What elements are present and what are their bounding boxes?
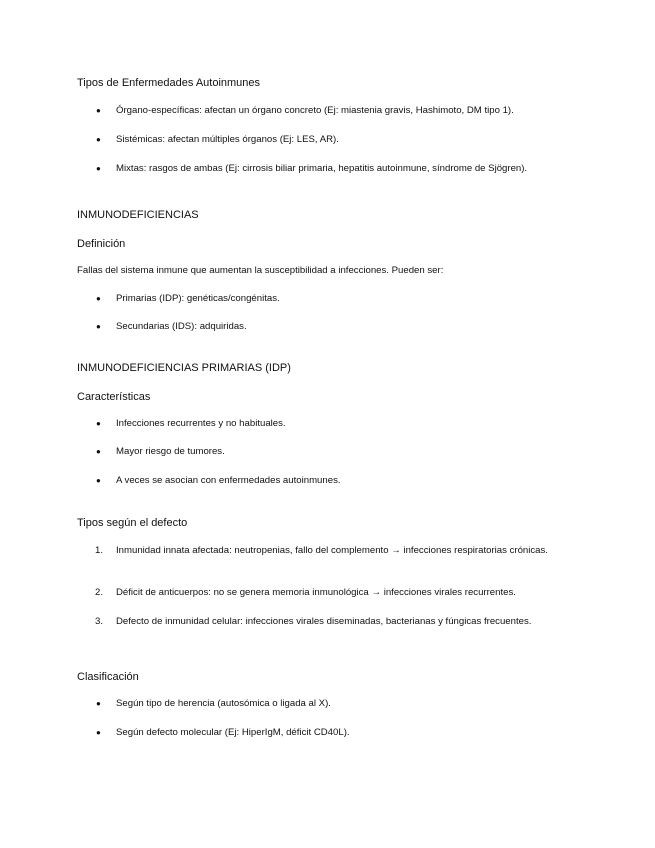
list-item-text: Órgano-específicas: afectan un órgano concreto (Ej: miastenia gravis, Hashimoto, DM tipo 1).	[116, 105, 514, 116]
subsection-title-clasificacion: Clasificación	[77, 671, 139, 683]
list-item	[95, 292, 575, 306]
list-item-text: Inmunidad innata afectada: neutropenias, fallo del complemento → infecciones respiratorias crónicas.	[116, 545, 548, 556]
subsection-title-definicion: Definición	[77, 238, 126, 250]
numbered-list-item	[95, 586, 575, 600]
list-item-text: Según defecto molecular (Ej: HiperIgM, déficit CD40L).	[116, 727, 350, 738]
bullet-marker: ●	[96, 699, 101, 708]
list-item	[95, 133, 575, 147]
list-item-text: Déficit de anticuerpos: no se genera memoria inmunológica → infecciones virales recurrentes.	[116, 587, 516, 598]
list-item	[95, 104, 575, 118]
list-item	[95, 474, 575, 488]
bullet-marker: ●	[96, 447, 101, 456]
list-item-text: Mayor riesgo de tumores.	[116, 446, 225, 457]
numbered-list-item	[95, 544, 555, 558]
bullet-marker: ●	[96, 419, 101, 428]
list-item-text: Infecciones recurrentes y no habituales.	[116, 418, 286, 429]
section-title-tipos-autoinmunes: Tipos de Enfermedades Autoinmunes	[77, 77, 261, 89]
bullet-marker: ●	[96, 135, 101, 144]
subsection-title-tipos-defecto: Tipos según el defecto	[77, 517, 188, 529]
list-item-text: Secundarias (IDS): adquiridas.	[116, 321, 247, 332]
list-item	[95, 445, 575, 459]
subsection-title-caracteristicas: Características	[77, 391, 151, 403]
list-item	[95, 726, 575, 740]
list-number: 3.	[95, 616, 104, 627]
list-item-text: Según tipo de herencia (autosómica o ligada al X).	[116, 698, 331, 709]
list-item	[95, 320, 575, 334]
numbered-list-item	[95, 615, 535, 629]
bullet-marker: ●	[96, 728, 101, 737]
bullet-marker: ●	[96, 476, 101, 485]
list-item-text: Primarias (IDP): genéticas/congénitas.	[116, 293, 280, 304]
list-item-text: A veces se asocian con enfermedades autoinmunes.	[116, 475, 341, 486]
list-item	[95, 697, 575, 711]
bullet-marker: ●	[96, 322, 101, 331]
section-title-inmunodeficiencias: INMUNODEFICIENCIAS	[77, 209, 199, 221]
list-number: 2.	[95, 587, 104, 598]
list-item-text: Sistémicas: afectan múltiples órganos (Ej: LES, AR).	[116, 134, 339, 145]
section-title-idp: INMUNODEFICIENCIAS PRIMARIAS (IDP)	[77, 362, 291, 374]
list-item-text: Mixtas: rasgos de ambas (Ej: cirrosis biliar primaria, hepatitis autoinmune, síndrome de Sjögren).	[116, 163, 528, 174]
bullet-marker: ●	[96, 106, 101, 115]
list-item-text: Defecto de inmunidad celular: infecciones virales diseminadas, bacterianas y fúngicas frecuentes.	[116, 616, 532, 627]
list-number: 1.	[95, 545, 104, 556]
list-item	[95, 417, 575, 431]
bullet-marker: ●	[96, 294, 101, 303]
list-item	[95, 162, 575, 176]
bullet-marker: ●	[96, 164, 101, 173]
definition-paragraph: Fallas del sistema inmune que aumentan la susceptibilidad a infecciones. Pueden ser:	[77, 265, 444, 276]
